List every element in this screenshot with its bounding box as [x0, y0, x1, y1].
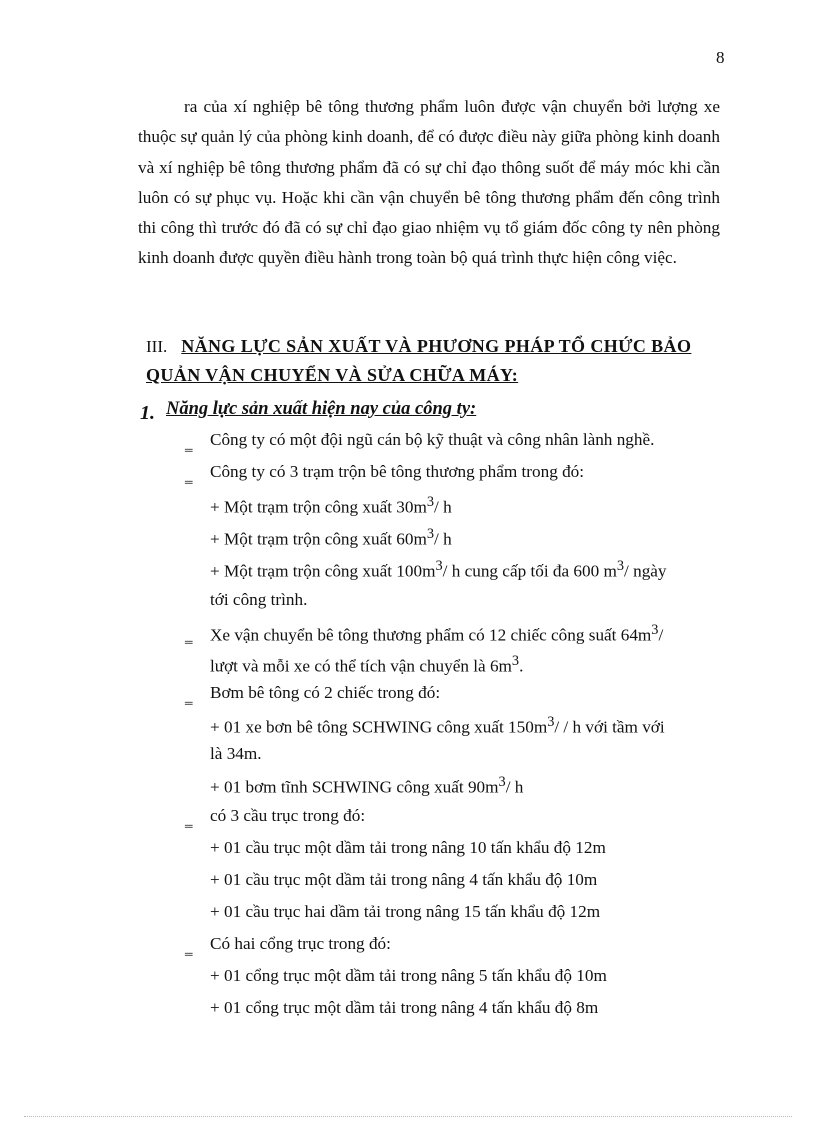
sub-item: + Một trạm trộn công xuất $30m^3/$ h	[210, 494, 452, 517]
superscript: 3	[616, 558, 625, 574]
sub-item: + 01 cầu trục hai dầm tải trong nâng 15 tấn khẩu độ 12m	[210, 902, 601, 921]
footer-divider	[24, 1116, 792, 1117]
section-title-part-1: NĂNG LỰC SẢN XUẤT VÀ PHƯƠNG PHÁP TỔ CHỨC BẢO	[181, 336, 692, 356]
sub-item: + 01 bơm tĩnh SCHWING công xuất $90m^3/$ h	[210, 774, 524, 797]
list-item: Có hai cổng trục trong đó:	[210, 934, 391, 953]
bullet-marker: ‗	[185, 940, 193, 956]
list-item: Công ty có 3 trạm trộn bê tông thương phẩm trong đó:	[210, 462, 585, 481]
bullet-marker: ‗	[185, 436, 193, 452]
list-item: có 3 cầu trục trong đó:	[210, 806, 366, 825]
bullet-marker: ‗	[185, 628, 193, 644]
sub-item: + 01 cổng trục một dầm tải trong nâng 4 tấn khẩu độ 8m	[210, 998, 599, 1017]
superscript: 3	[435, 558, 443, 574]
sub-item: + 01 cổng trục một dầm tải trong nâng 5 tấn khẩu độ 10m	[210, 966, 607, 985]
section-numeral: III.	[146, 337, 168, 356]
superscript: 3	[547, 714, 555, 730]
superscript: 3	[426, 494, 435, 510]
intro-paragraph: ra của xí nghiệp bê tông thương phẩm luôn được vận chuyển bởi lượng xe thuộc sự quản lý của phòng kinh doanh, để có được điều này giữa phòng kinh doanh và xí nghiệp bê tông thương phẩm đã có sự chỉ đạo thông suốt để máy móc khi cần luôn có sự phục vụ. Hoặc khi cần vận chuyển bê tông thương phẩm đến công trình thi công thì trước đó đã có sự chỉ đạo giao nhiệm vụ tổ giám đốc công ty nên phòng kinh doanh được quyền điều hành trong toàn bộ quá trình thực hiện công việc.	[138, 97, 720, 268]
subsection-heading-1	[140, 397, 477, 424]
superscript: 3	[651, 622, 659, 638]
superscript: 3	[498, 774, 506, 790]
section-title-part-2: QUẢN VẬN CHUYỂN VÀ SỬA CHỮA MÁY:	[146, 365, 519, 385]
superscript: 3	[511, 653, 520, 669]
subsection-number: 1.	[140, 402, 155, 424]
list-item: Bơm bê tông có 2 chiếc trong đó:	[210, 683, 441, 702]
section-heading-iii	[146, 332, 726, 390]
list-item: Xe vận chuyển bê tông thương phẩm có 12 chiếc công suất $64m^3/$	[210, 622, 664, 645]
sub-item: + Một trạm trộn công xuất $100m^3/$ h cung cấp tối đa 600 $m^3/$ ngày	[210, 558, 667, 581]
bullet-marker: ‗	[185, 689, 193, 705]
sub-item: + 01 xe bơn bê tông SCHWING công xuất $150m^3/$ / h với tầm với	[210, 714, 665, 737]
bullet-marker: ‗	[185, 468, 193, 484]
page-number: 8	[716, 48, 725, 67]
sub-item: + 01 cầu trục một dầm tải trong nâng 10 tấn khẩu độ 12m	[210, 838, 606, 857]
subsection-title: Năng lực sản xuất hiện nay của công ty:	[166, 399, 477, 419]
superscript: 3	[426, 526, 435, 542]
sub-item: + Một trạm trộn công xuất $60m^3/$ h	[210, 526, 452, 549]
list-item: Công ty có một đội ngũ cán bộ kỹ thuật và công nhân lành nghề.	[210, 430, 655, 449]
bullet-marker: ‗	[185, 812, 193, 828]
section-heading-line-2	[146, 361, 726, 390]
sub-item-continued: là 34m.	[210, 744, 262, 763]
section-heading-line-1	[146, 332, 726, 361]
sub-item: + 01 cầu trục một dầm tải trong nâng 4 tấn khẩu độ 10m	[210, 870, 598, 889]
sub-item-continued: tới công trình.	[210, 590, 308, 609]
list-item-continued: lượt và mỗi xe có thể tích vận chuyển là $6m^3$.	[210, 653, 524, 676]
